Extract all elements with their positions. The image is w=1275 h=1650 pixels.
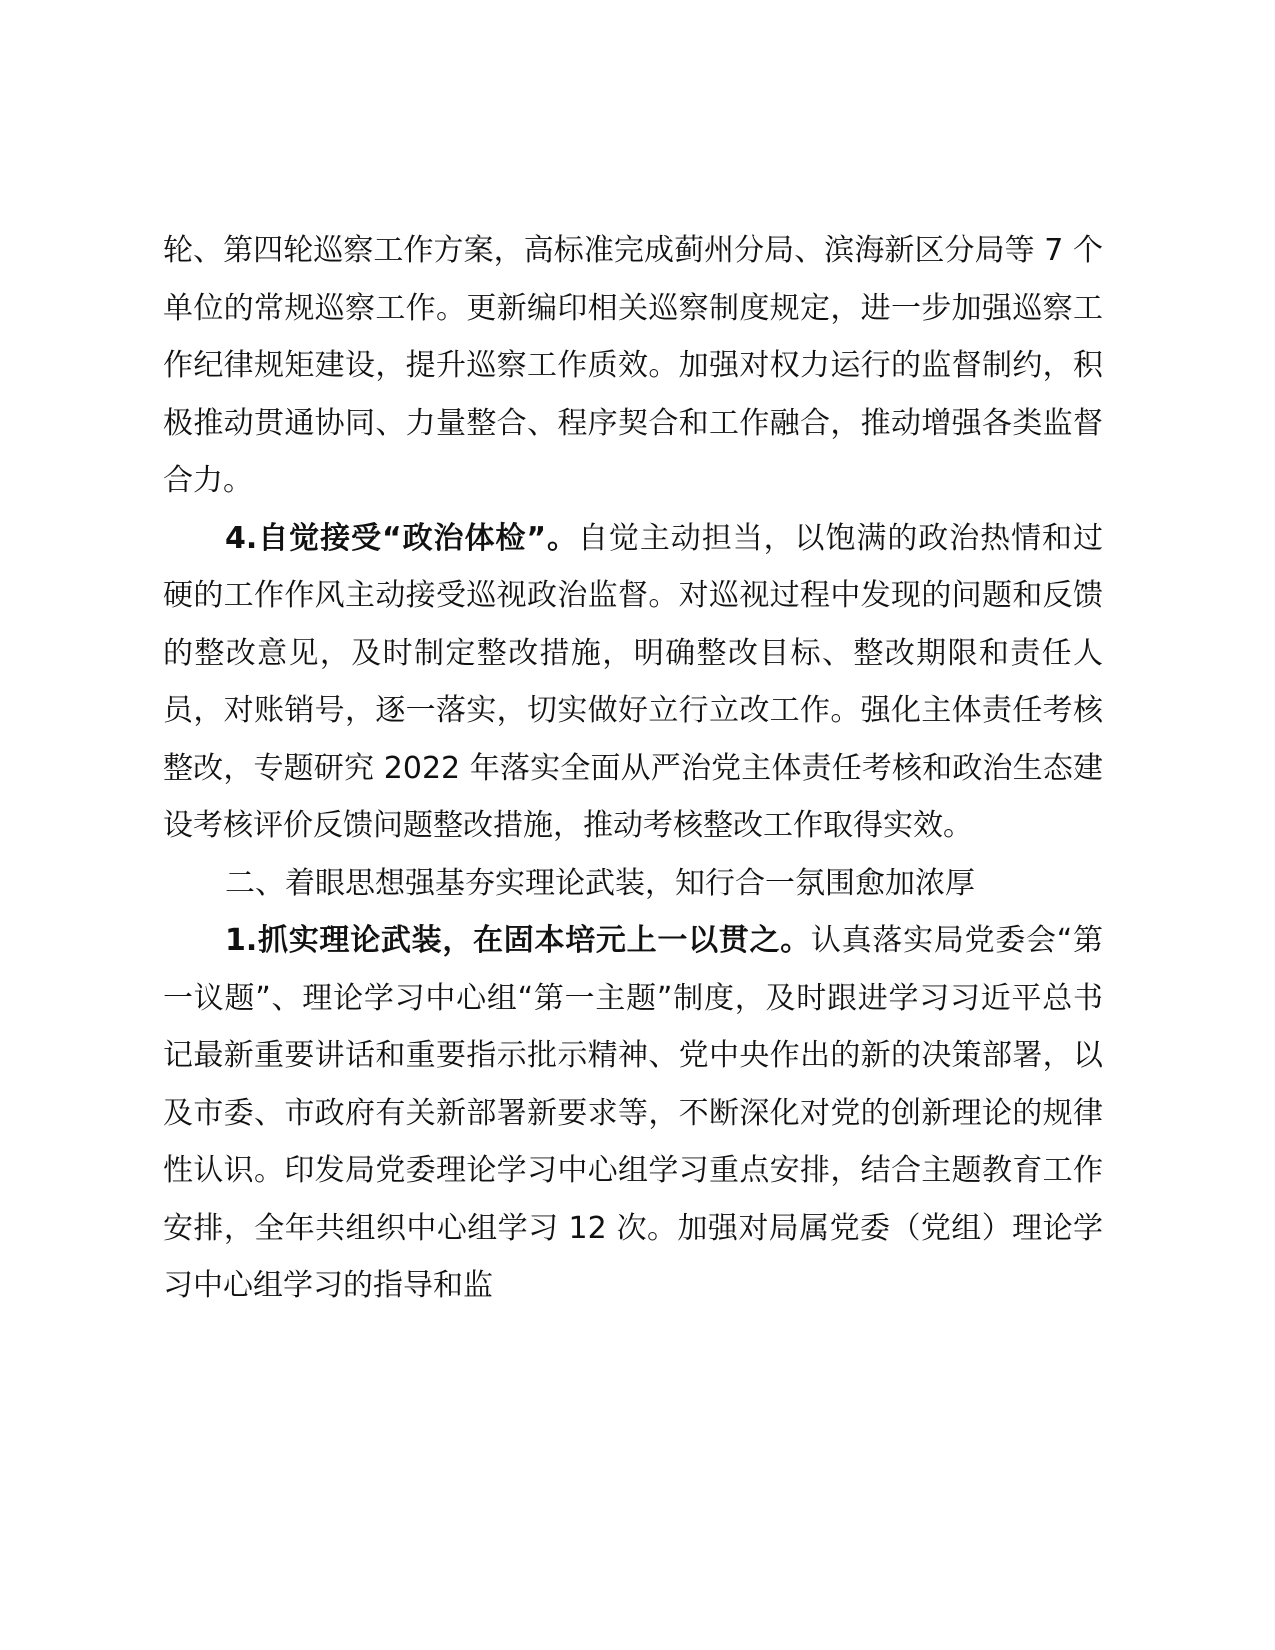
document-body bbox=[163, 222, 1103, 1315]
paragraph-text: 自觉主动担当，以饱满的政治热情和过硬的工作作风主动接受巡视政治监督。对巡视过程中发现的问题和反馈的整改意见，及时制定整改措施，明确整改目标、整改期限和责任人员，对账销号，逐一落实，切实做好立行立改工作。强化主体责任考核整改，专题研究 2022 年落实全面从严治党主体责任考核和政治生态建设考核评价反馈问题整改措施，推动考核整改工作取得实效。 bbox=[163, 520, 1103, 843]
paragraph-lead-heading: 4.自觉接受“政治体检”。 bbox=[225, 520, 578, 556]
paragraph-political-checkup bbox=[163, 510, 1103, 855]
section-heading-text: 二、着眼思想强基夯实理论武装，知行合一氛围愈加浓厚 bbox=[225, 865, 975, 901]
paragraph-theory-study bbox=[163, 912, 1103, 1315]
paragraph-text: 认真落实局党委会“第一议题”、理论学习中心组“第一主题”制度，及时跟进学习习近平总书记最新重要讲话和重要指示批示精神、党中央作出的新的决策部署，以及市委、市政府有关新部署新要求等，不断深化对党的创新理论的规律性认识。印发局党委理论学习中心组学习重点安排，结合主题教育工作安排，全年共组织中心组学习 12 次。加强对局属党委（党组）理论学习中心组学习的指导和监 bbox=[163, 923, 1103, 1303]
paragraph-continuation bbox=[163, 222, 1103, 510]
paragraph-text: 轮、第四轮巡察工作方案，高标准完成蓟州分局、滨海新区分局等 7 个单位的常规巡察工作。更新编印相关巡察制度规定，进一步加强巡察工作纪律规矩建设，提升巡察工作质效。加强对权力运行的监督制约，积极推动贯通协同、力量整合、程序契合和工作融合，推动增强各类监督合力。 bbox=[163, 233, 1103, 498]
paragraph-lead-heading: 1.抓实理论武装，在固本培元上一以贯之。 bbox=[225, 923, 811, 958]
section-heading bbox=[163, 855, 1103, 913]
